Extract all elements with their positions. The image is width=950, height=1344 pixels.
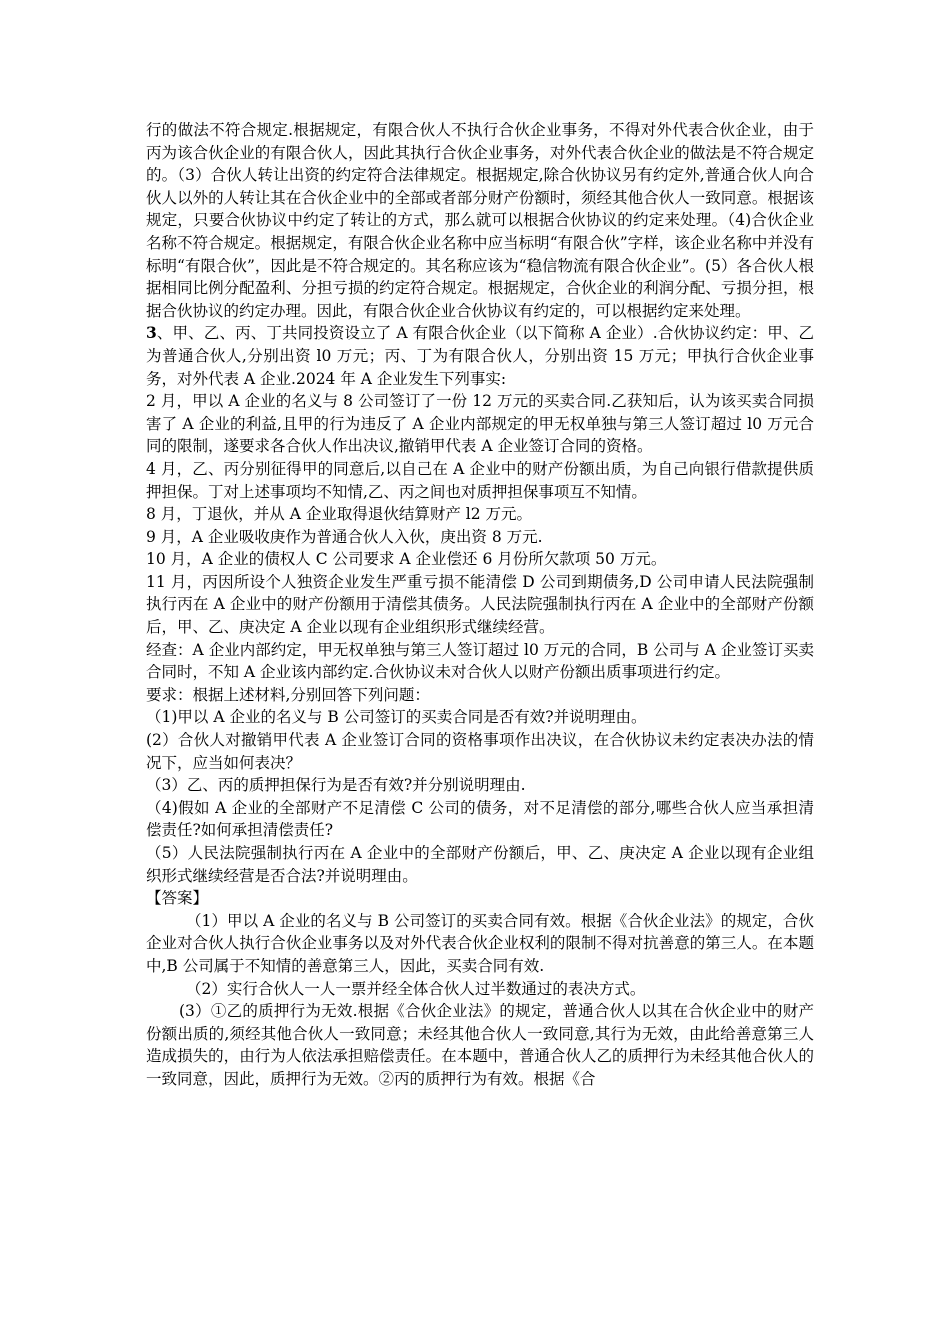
- answer-2: （2）实行合伙人一人一票并经全体合伙人过半数通过的表决方式。: [186, 979, 646, 998]
- question-number: 3: [146, 323, 157, 343]
- fact-november: 11 月，丙因所设个人独资企业发生严重亏损不能清偿 D 公司到期债务,D 公司申请人民法院强制执行丙在 A 企业中的财产份额用于清偿其债务。人民法院强制执行丙在 A 企业中的全部财产份额后，甲、乙、庚决定 A 企业以现有企业组织形式继续经营。: [146, 572, 814, 637]
- answer-1: （1）甲以 A 企业的名义与 B 公司签订的买卖合同有效。根据《合伙企业法》的规定，合伙企业对合伙人执行合伙企业事务以及对外代表合伙企业权利的限制不得对抗善意的第三人。在本题中,B 公司属于不知情的善意第三人，因此，买卖合同有效.: [146, 911, 814, 975]
- question-3-intro: [146, 322, 814, 390]
- question-5: （5）人民法院强制执行丙在 A 企业中的全部财产份额后，甲、乙、庚决定 A 企业以现有企业组织形式继续经营是否合法?并说明理由。: [146, 844, 814, 885]
- question-3-text: 、甲、乙、丙、丁共同投资设立了 A 有限合伙企业（以下简称 A 企业）.合伙协议约定：甲、乙为普通合伙人,分别出资 l0 万元；丙、丁为有限合伙人，分别出资 15 万元；甲执行合伙企业事务，对外代表 A 企业.2024 年 A 企业发生下列事实:: [146, 324, 814, 388]
- fact-october: 10 月，A 企业的债权人 C 公司要求 A 企业偿还 6 月份所欠款项 50 万元。: [146, 550, 667, 569]
- answer-3: (3）①乙的质押行为无效.根据《合伙企业法》的规定，普通合伙人以其在合伙企业中的财产份额出质的,须经其他合伙人一致同意；未经其他合伙人一致同意,其行为无效，由此给善意第三人造成损失的，由行为人依法承担赔偿责任。在本题中，普通合伙人乙的质押行为未经其他合伙人的一致同意，因此，质押行为无效。②丙的质押行为有效。根据《合: [146, 1002, 814, 1088]
- fact-february: 2 月，甲以 A 企业的名义与 8 公司签订了一份 12 万元的买卖合同.乙获知后，认为该买卖合同损害了 A 企业的利益,且甲的行为违反了 A 企业内部规定的甲无权单独与第三人签订超过 l0 万元合同的限制，遂要求各合伙人作出决议,撤销甲代表 A 企业签订合同的资格。: [146, 392, 814, 456]
- fact-april: 4 月，乙、丙分别征得甲的同意后,以自己在 A 企业中的财产份额出质，为自己向银行借款提供质押担保。丁对上述事项均不知情,乙、丙之间也对质押担保事项互不知情。: [146, 459, 814, 501]
- fact-september: 9 月，A 企业吸收庚作为普通合伙人入伙，庚出资 8 万元.: [146, 527, 543, 546]
- answer-heading: 【答案】: [146, 889, 209, 908]
- question-2: (2）合伙人对撤销甲代表 A 企业签订合同的资格事项作出决议，在合伙协议未约定表决办法的情况下，应当如何表决？: [146, 731, 814, 772]
- paragraph-continuation: 行的做法不符合规定.根据规定，有限合伙人不执行合伙企业事务，不得对外代表合伙企业，由于丙为该合伙企业的有限合伙人，因此其执行合伙企业事务，对外代表合伙企业的做法是不符合规定的。（3）合伙人转让出资的约定符合法律规定。根据规定,除合伙协议另有约定外,普通合伙人向合伙人以外的人转让其在合伙企业中的全部或者部分财产份额时，须经其他合伙人一致同意。根据该规定，只要合伙协议中约定了转让的方式，那么就可以根据合伙协议的约定来处理。（4)合伙企业名称不符合规定。根据规定，有限合伙企业名称中应当标明“有限合伙”字样，该企业名称中并没有标明“有限合伙”，因此是不符合规定的。其名称应该为“稳信物流有限合伙企业”。(5）各合伙人根据相同比例分配盈利、分担亏损的约定符合规定。根据规定，合伙企业的利润分配、亏损分担，根据合伙协议的约定办理。因此，有限合伙企业合伙协议有约定的，可以根据约定来处理。: [146, 121, 814, 320]
- question-4: （4)假如 A 企业的全部财产不足清偿 C 公司的债务，对不足清偿的部分,哪些合伙人应当承担清偿责任?如何承担清偿责任?: [146, 798, 814, 840]
- fact-august: 8 月，丁退伙，并从 A 企业取得退伙结算财产 l2 万元。: [146, 505, 533, 524]
- question-1: （1)甲以 A 企业的名义与 B 公司签订的买卖合同是否有效?并说明理由。: [146, 708, 647, 727]
- question-3: （3）乙、丙的质押担保行为是否有效?并分别说明理由.: [146, 776, 526, 795]
- investigation-note: 经查：A 企业内部约定，甲无权单独与第三人签订超过 l0 万元的合同，B 公司与 A 企业签订买卖合同时，不知 A 企业该内部约定.合伙协议未对合伙人以财产份额出质事项进行约定。: [146, 640, 814, 682]
- requirements-heading: 要求：根据上述材料,分别回答下列问题：: [146, 685, 430, 704]
